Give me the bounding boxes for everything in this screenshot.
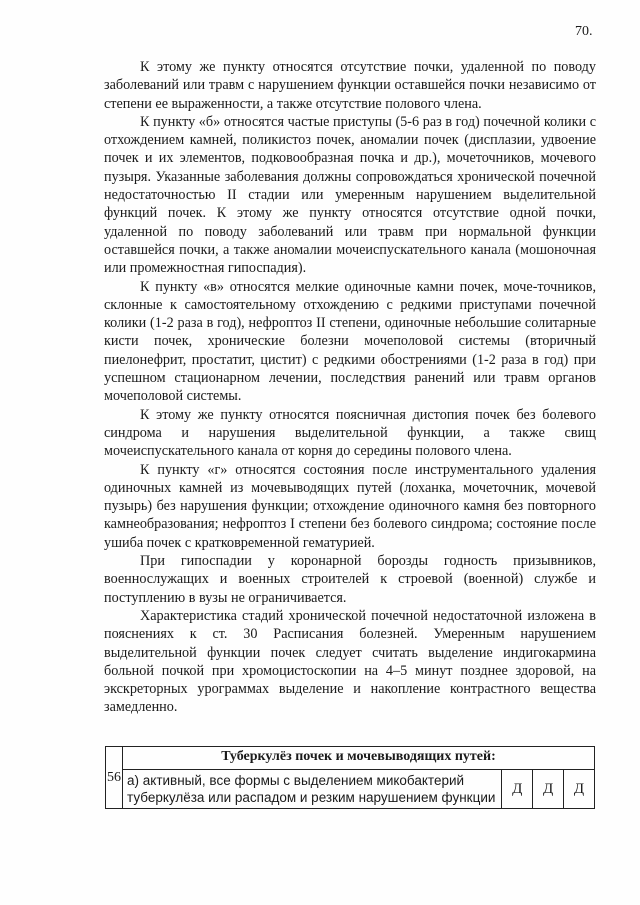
table-row [106,770,595,809]
paragraph: К этому же пункту относятся поясничная дистопия почек без болевого синдрома и нарушения выделительной функции, а также свищ мочеиспускательного канала от корня до середины полового члена. [104,406,596,460]
item-description: а) активный, все формы с выделением микобактерий туберкулёза или распадом и резким нарушением функции [123,770,502,809]
paragraph: К пункту «г» относятся состояния после инструментального удаления одиночных камней из мочевыводящих путей (лоханка, мочеточник, мочевой пузырь) без нарушения функции; отхождение одиночного камня без повторного камнеобразования; нефроптоз I степени без болевого синдрома; состояние после ушиба почек с кратковременной гематурией. [104,461,596,551]
category-cell-1: Д [502,770,533,809]
page-number: 70. [575,24,593,39]
paragraph: К пункту «в» относятся мелкие одиночные камни почек, моче-точников, склонные к самостоятельному отхождению с редкими приступами почечной колики (1-2 раза в год), нефроптоз II степени, одиночные небольшие солитарные кисти почек, хронические болезни мочеполовой системы (вторичный пиелонефрит, простатит, цистит) с редкими обострениями (1-2 раза в год) при успешном стационарном лечении, последствия ранений или травм органов мочеполовой системы. [104,278,596,405]
body-text [104,58,596,717]
table-header-row [106,747,595,770]
category-cell-3: Д [564,770,595,809]
paragraph: К этому же пункту относятся отсутствие почки, удаленной по поводу заболеваний или травм с нарушением функции оставшейся почки независимо от степени ее выраженности, а также отсутствие полового члена. [104,59,596,112]
paragraph: При гипоспадии у коронарной борозды годность призывников, военнослужащих и военных строителей к строевой (военной) службе и поступлению в вузы не ограничивается. [104,553,596,606]
disease-schedule-table [105,746,595,809]
paragraph: К пункту «б» относятся частые приступы (5-6 раз в год) почечной колики с отхождением камней, поликистоз почек, аномалии почек (дисплазии, удвоение почек и их элементов, подковообразная почка и др.), мочеточников, мочевого пузыря. Указанные заболевания должны сопровождаться хронической почечной недостаточностью II стадии или умеренным нарушением выделительной функций почек. К этому же пункту относятся отсутствие одной почки, удаленной по поводу заболеваний или травм при нормальной функции оставшейся почки, а также аномалии мочеиспускательного канала (мошоночная или промежностная гипоспадия). [104,113,596,277]
article-number: 56 [106,747,123,809]
article-title: Туберкулёз почек и мочевыводящих путей: [123,747,595,770]
paragraph: Характеристика стадий хронической почечной недостаточной изложена в пояснениях к ст. 30 Расписания болезней. Умеренным нарушением выделительной функции почек следует считать выделение индигокармина больной почкой при хромоцистоскопии на 4–5 минут позднее здоровой, на экскреторных урограммах выделение и накопление контрастного вещества замедленно. [104,607,596,716]
category-cell-2: Д [533,770,564,809]
